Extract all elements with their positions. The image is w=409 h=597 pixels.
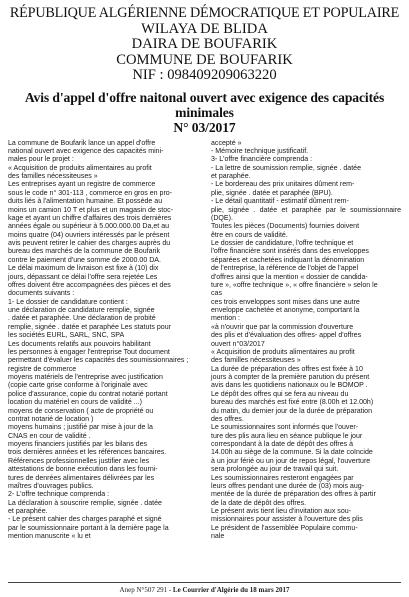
body-line: bureau des marchés est fixé entre (8.00h et 12.00h)	[211, 399, 374, 407]
body-line: contrat notarié de location )	[8, 415, 94, 423]
body-line: 14.00h au siège de la commune. Si la date coïncide	[211, 449, 373, 457]
body-line: CNAS en cour de validité .	[8, 432, 91, 440]
body-line: La déclaration à souscrire remplie, signée . datée	[8, 499, 162, 507]
body-line: attestations de bonne exécution dans les fourni-	[8, 466, 158, 474]
body-line: du matin, du dernier jour de la durée de préparation	[211, 407, 373, 415]
body-line: et paraphée.	[8, 508, 48, 515]
notice-footer	[8, 582, 401, 594]
body-line: Le dossier de candidature, l'offre technique et	[211, 240, 354, 247]
body-line: 3- L'offre financière comprenda :	[211, 156, 313, 164]
body-line: ouvert n°03/2017	[211, 340, 265, 348]
body-line: Le présent avis tient lieu d'invitation aux sou-	[211, 508, 352, 515]
body-line: plie, signée . datée et paraphée par le soumissionnaire (DQE).	[211, 206, 401, 222]
body-line: police d'assurance, copie du contrat notarié portant	[8, 390, 168, 398]
body-line: Les entreprises ayant un registre de commerce	[8, 181, 156, 189]
body-line: moins quatre (04) ouvriers intéressés par le présent	[8, 231, 170, 239]
body-line: Les soumissionnaires resteront engagées par	[211, 474, 354, 482]
body-line: kage et ayant un chiffre d'affaires des trois dernières	[8, 214, 172, 222]
body-line: Le président de l'assemblée Populaire commu-	[211, 524, 358, 532]
body-line: Le délai maximum de livraison est fixe à (10) dix	[8, 265, 159, 273]
body-line: - Le présent cahier des charges paraphé et signé	[8, 516, 162, 524]
body-line: mentée de la durée de préparation des offres à partir	[211, 491, 376, 499]
body-line: leurs offres pendant une durée de (03) mois aug-	[211, 482, 365, 490]
body-line: l'offre financière sont insérés dans des enveloppes	[211, 248, 369, 256]
body-line: des plis et d'évaluation des offres- appel d'offres	[211, 332, 362, 340]
body-line: - Mémoire technique justificatif.	[211, 147, 309, 155]
body-line: nale	[211, 533, 225, 541]
body-line: avis dans les quotidiens nationaux ou le BOMOP .	[211, 382, 368, 390]
body-line: « Acquisition de produits alimentaires au profit	[8, 164, 152, 172]
body-line: Le soumissionnaires sont informés que l'ouver-	[211, 424, 359, 432]
body-line: des offres.	[211, 415, 244, 423]
header-commune: COMMUNE DE BOUFARIK	[116, 51, 293, 68]
body-line: permettant d'évaluer les capacités des soumissionnaires ;	[8, 357, 189, 365]
body-line: mention :	[211, 315, 240, 323]
body-line: moins un camion 10 T et plus et un magasin de stoc-	[8, 206, 174, 214]
body-line: des familles nécessiteuses »	[8, 173, 98, 180]
body-line: La durée de préparation des offres est fixée à 10	[211, 365, 363, 373]
body-line: 1- Le dossier de candidature contient :	[8, 298, 128, 306]
body-line: cas	[211, 290, 222, 298]
body-line: (copie carte grise conforme à l'originale avec	[8, 382, 148, 390]
body-line: les personnes à engager l'entreprise Tout document	[8, 348, 170, 356]
body-line: moyens humains ; justifié par mise à jour de la	[8, 424, 153, 432]
body-line: contre le paiement d'une somme de 2000.00 DA.	[8, 256, 161, 264]
body-line: documents suivants :	[8, 290, 75, 298]
body-line: national ouvert avec exigence des capacités mini-	[8, 147, 164, 155]
title-number: N° 03/2017	[173, 119, 236, 135]
body-line: moyens financiers justifiés par les bilans des	[8, 441, 148, 448]
newspaper-source: Le Courrier d'Algérie du 18 mars 2017	[172, 586, 290, 594]
body-line: tures de denrées alimentaires délivrées par les	[8, 474, 155, 482]
body-line: bureau des marchés de la commune de Boufarik	[8, 248, 160, 256]
header-daira: DAIRA DE BOUFARIK	[131, 36, 278, 52]
body-line: 2- L'offre technique comprenda :	[8, 491, 110, 499]
header-republic: RÉPUBLIQUE ALGÉRIENNE DÉMOCRATIQUE ET POPULAIRE	[9, 5, 400, 21]
body-line: de la date de dépôt des offres.	[211, 499, 307, 507]
body-line: jours, dépassant ce délai l'offre sera rejetée Les	[8, 273, 158, 281]
body-line: maîtres d'ouvrages publics.	[8, 482, 94, 490]
body-line: années égale ou supérieur à 5.000.000.00 Da,et au	[8, 223, 170, 231]
notice-body	[8, 140, 401, 542]
body-line: remplie, signée . datée et paraphée Les statuts pour	[8, 323, 171, 331]
body-line: . datée et paraphée. Une déclaration de probité	[8, 315, 156, 323]
anep-reference: Anep N°507 291	[119, 586, 168, 594]
body-line: Toutes les pièces (Documents) fournies doivent	[211, 223, 360, 231]
body-line: La commune de Boufarik lance un appel d'offre	[8, 139, 156, 147]
body-line: males pour le projet :	[8, 156, 74, 164]
header-nif: NIF : 098409209063220	[132, 67, 277, 83]
body-line: sous le code n° 301-113 , commerce en gros en pro-	[8, 189, 173, 197]
body-line: de l'entreprise, la référence de l'objet de l'appel	[211, 265, 359, 273]
body-line: moyens matériels de l'entreprise avec justification	[8, 374, 163, 381]
left-column	[8, 140, 198, 542]
body-line: correspondant à la date de dépôt des offres à	[211, 441, 354, 448]
body-line: enveloppe cachetée et anonyme, comportant la	[211, 307, 360, 314]
body-line: ture », «offre technique », « offre financière » selon le	[211, 281, 378, 289]
body-line: missionnaires pour assister à l'ouverture des plis	[211, 516, 363, 524]
title-line: Avis d'appel d'offre naitonal ouvert avec exigence des capacités minimales	[24, 89, 385, 120]
body-line: location du matériel en cours de validité ...)	[8, 399, 142, 407]
body-line: offres doivent être accompagnées des pièces et des	[8, 281, 171, 289]
body-line: être en cours de validité.	[211, 231, 288, 239]
body-line: à un jour férié ou un jour de repos légal, l'ouverture	[211, 457, 371, 465]
body-line: - Le bordereau des prix unitaires dûment rem-	[211, 181, 355, 189]
body-line: plie, signée . datée et paraphée (BPU).	[211, 189, 333, 197]
body-line: accepté »	[211, 139, 242, 147]
body-line: des familles nécessiteuses »	[211, 357, 301, 365]
header-wilaya: WILAYA DE BLIDA	[141, 20, 268, 37]
notice-title	[8, 90, 401, 135]
body-line: une déclaration de candidature remplie, signée	[8, 307, 155, 314]
body-line: - Le détail quantitatif - estimatif dûment rem-	[211, 198, 349, 206]
right-column	[211, 140, 401, 542]
body-line: et paraphée.	[211, 173, 251, 180]
body-line: moyens de conservation ( acte de propriété ou	[8, 407, 154, 415]
body-line: par le soumissionnaire portant à la dernière page la	[8, 524, 169, 532]
body-line: d'offres ainsi que la mention « dossier de candida-	[211, 273, 368, 281]
body-line: sera prolongée au jour de travail qui suit.	[211, 466, 339, 474]
body-line: Le dépôt des offres qui se fera au niveau du	[211, 390, 349, 398]
body-line: les sociétés EURL, SARL, SNC, SPA	[8, 332, 125, 340]
body-line: mention manuscrite « lu et	[8, 533, 91, 541]
body-line: Les documents relatifs aux pouvoirs habilitant	[8, 340, 151, 348]
body-line: « Acquisition de produits alimentaires au profit	[211, 348, 355, 356]
body-line: ces trois enveloppes sont mises dans une autre	[211, 298, 360, 306]
body-line: Références professionnelles justifier avec les	[8, 457, 150, 465]
body-line: avis peuvent retirer le cahier des charges auprès du	[8, 240, 171, 247]
notice-header	[8, 6, 401, 84]
body-line: duits liés à l'alimentation humaine. Et possède au	[8, 198, 163, 206]
body-line: - La lettre de soumission remplie, signée . datée	[211, 164, 362, 172]
footer-separator: -	[168, 586, 172, 594]
body-line: «à n'ouvrir que par la commission d'ouverture	[211, 323, 354, 331]
body-line: trois dernières années et les références bancaires.	[8, 449, 167, 457]
body-line: ture des plis aura lieu en séance publique le jour	[211, 432, 363, 440]
body-line: séparées et cachetées indiquant la dénomination	[211, 256, 365, 264]
body-line: jours à compter de la première parution du présent	[211, 374, 370, 381]
body-line: registre de commerce	[8, 365, 77, 373]
